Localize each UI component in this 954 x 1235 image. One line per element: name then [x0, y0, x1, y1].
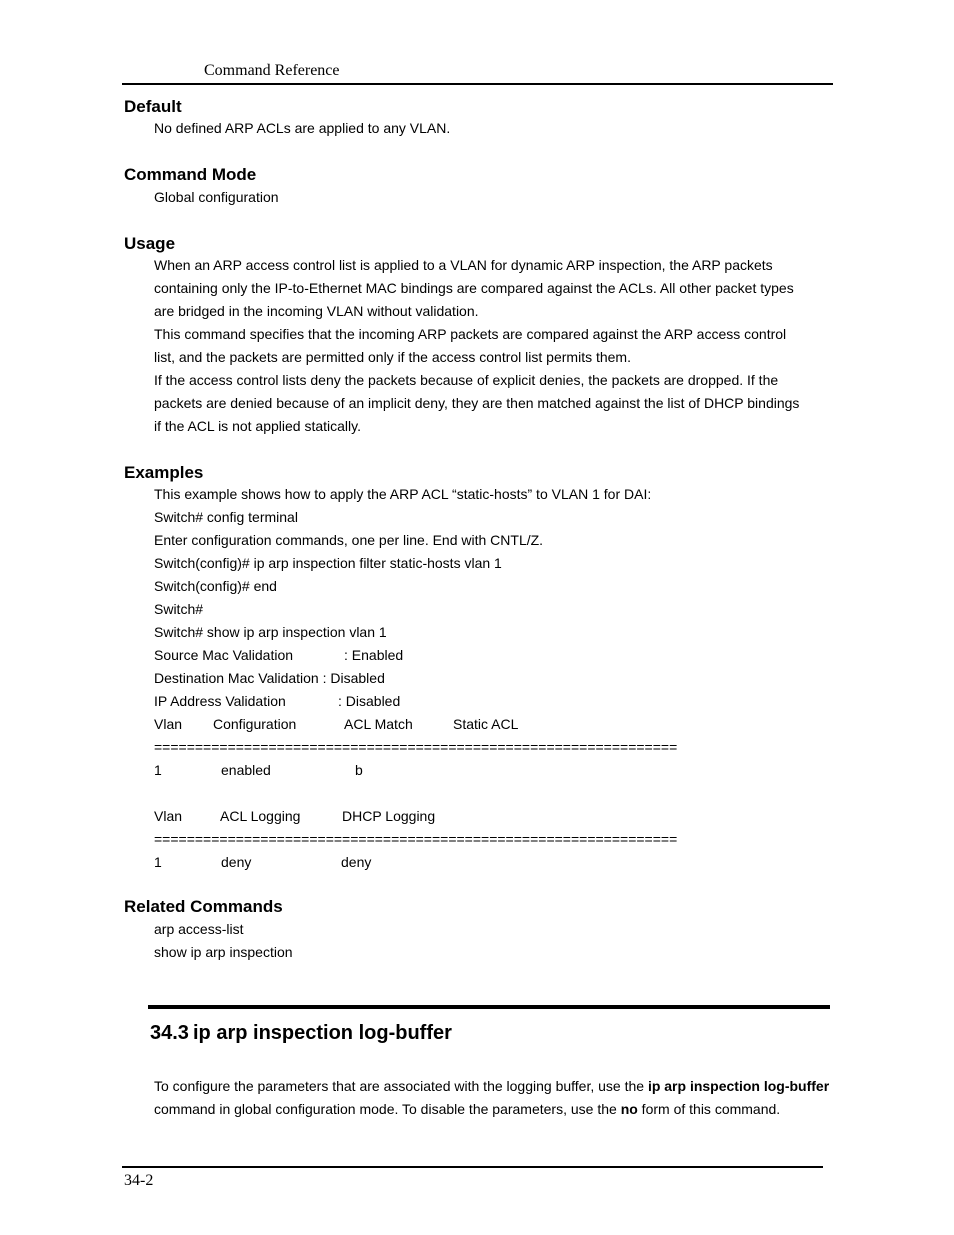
blank-row — [154, 782, 754, 805]
section-title-text: ip arp inspection log-buffer — [193, 1022, 452, 1044]
default-text: No defined ARP ACLs are applied to any VLAN. — [154, 120, 451, 136]
usage-heading: Usage — [124, 234, 176, 253]
examples-body — [154, 483, 754, 874]
examples-heading: Examples — [124, 463, 204, 482]
related-item: show ip arp inspection — [154, 944, 293, 960]
example-line: Enter configuration commands, one per line. End with CNTL/Z. — [154, 532, 544, 548]
validation-row: Destination Mac Validation : Disabled — [154, 670, 385, 686]
table1-row: 1 enabled b — [154, 762, 363, 778]
usage-line: When an ARP access control list is applied to a VLAN for dynamic ARP inspection, the ARP packets — [154, 257, 773, 273]
validation-row: IP Address Validation : Disabled — [154, 693, 401, 709]
no-keyword: no — [620, 1101, 638, 1117]
section-intro: To configure the parameters that are associated with the logging buffer, use the ip arp inspection log-buffer command in global configuration mode. To disable the parameters, use the no form of this command. — [154, 1078, 830, 1117]
usage-body — [154, 254, 799, 438]
example-line: Switch(config)# ip arp inspection filter static-hosts vlan 1 — [154, 555, 502, 571]
related-item: arp access-list — [154, 921, 244, 937]
usage-line: if the ACL is not applied statically. — [154, 418, 361, 434]
running-head: Command Reference — [204, 62, 340, 79]
example-line: Switch(config)# end — [154, 578, 277, 594]
section-rule — [148, 1005, 830, 1009]
table1-header: Vlan Configuration ACL Match Static ACL — [154, 716, 519, 732]
related-list — [154, 918, 293, 964]
example-line: Switch# config terminal — [154, 509, 298, 525]
example-line: Switch# show ip arp inspection vlan 1 — [154, 624, 387, 640]
command-mode-heading: Command Mode — [124, 165, 257, 184]
page-number: 34-2 — [124, 1172, 154, 1189]
validation-row: Source Mac Validation : Enabled — [154, 647, 404, 663]
usage-line: packets are denied because of an implicit deny, they are then matched against the list of DHCP bindings — [154, 395, 800, 411]
header-rule — [122, 83, 833, 85]
usage-line: If the access control lists deny the packets because of explicit denies, the packets are dropped. If the — [154, 372, 779, 388]
example-line: Switch# — [154, 601, 204, 617]
section-number: 34.3 — [150, 1022, 189, 1044]
table2-header: Vlan ACL Logging DHCP Logging — [154, 808, 436, 824]
usage-line: This command specifies that the incoming ARP packets are compared against the ARP access control — [154, 326, 787, 342]
related-heading: Related Commands — [124, 897, 283, 916]
table2-separator: ================================================================ — [154, 831, 678, 847]
usage-line: list, and the packets are permitted only if the access control list permits them. — [154, 349, 631, 365]
table1-separator: ================================================================ — [154, 739, 678, 755]
section-title — [150, 1022, 452, 1045]
table2-row: 1 deny deny — [154, 854, 372, 870]
footer-rule — [122, 1166, 823, 1168]
usage-line: containing only the IP-to-Ethernet MAC bindings are compared against the ACLs. All other packet types — [154, 280, 794, 296]
example-line: This example shows how to apply the ARP ACL “static-hosts” to VLAN 1 for DAI: — [154, 486, 652, 502]
default-heading: Default — [124, 97, 182, 116]
usage-line: are bridged in the incoming VLAN without validation. — [154, 303, 479, 319]
command-mode-text: Global configuration — [154, 189, 279, 205]
command-keyword: ip arp inspection log-buffer — [647, 1078, 830, 1094]
